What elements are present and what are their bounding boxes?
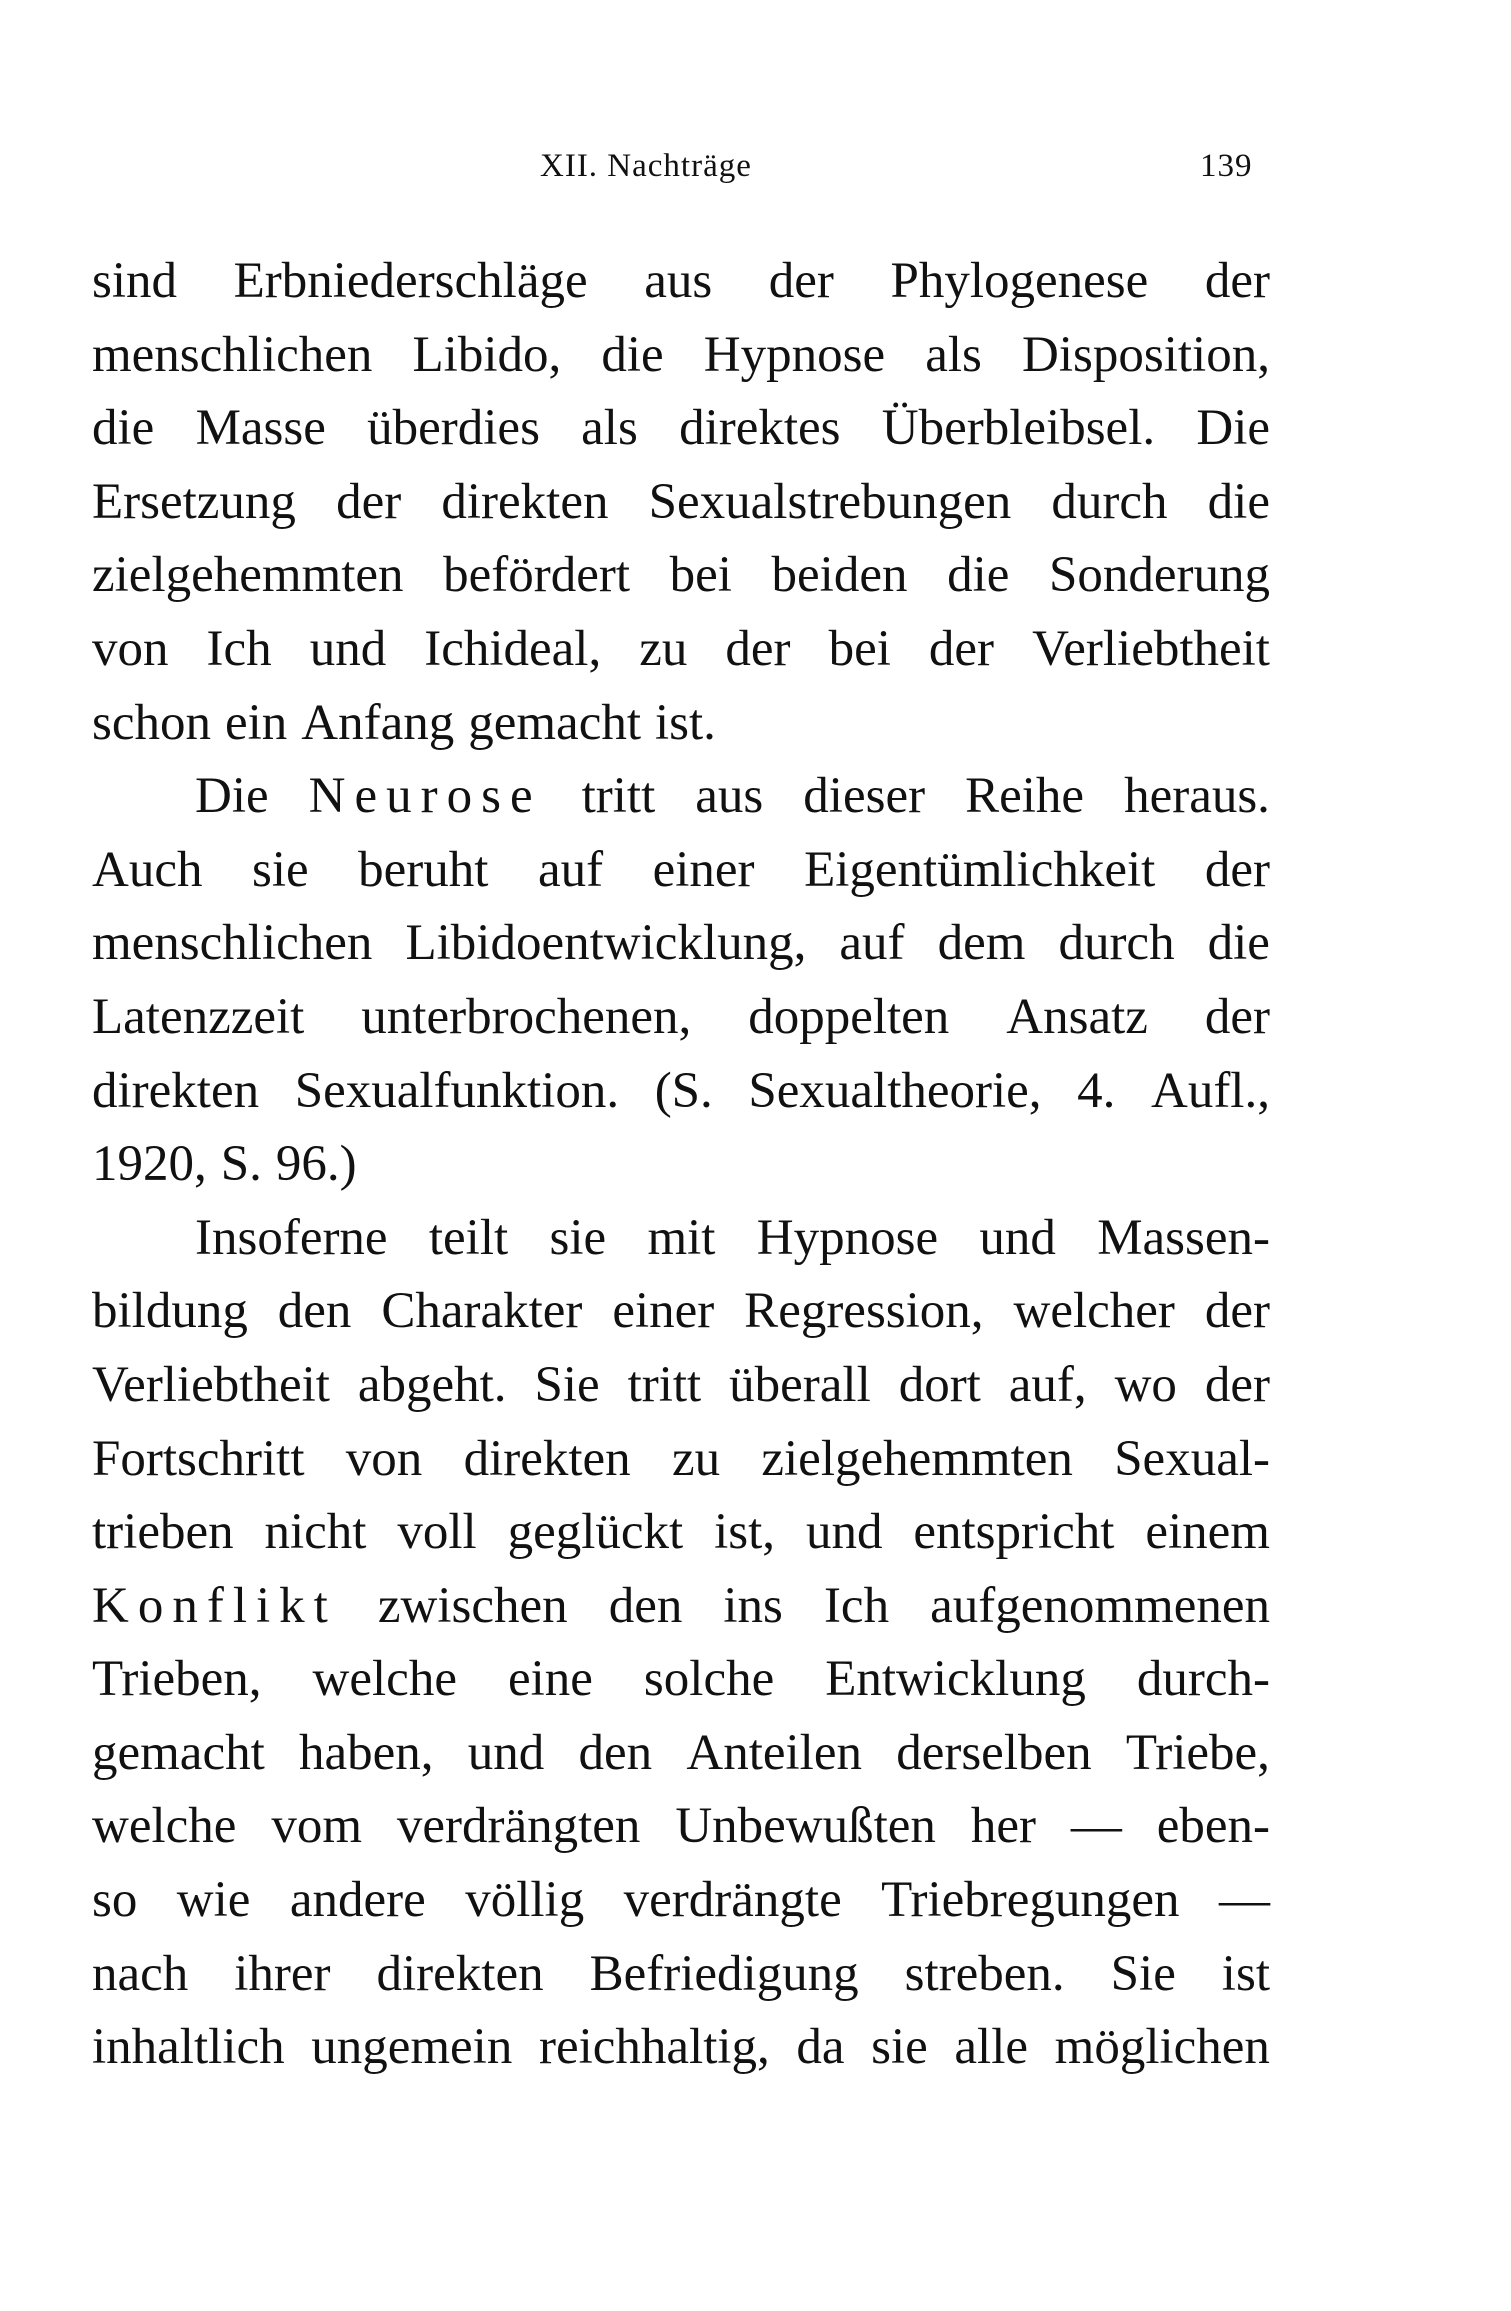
emphasized-word: Neurose xyxy=(308,768,542,825)
text-line-20 xyxy=(92,1643,1270,1717)
word: streben. xyxy=(904,1945,1065,2002)
word: — xyxy=(1070,1798,1122,1855)
word: Libidoentwicklung, xyxy=(405,915,807,972)
word: direkten xyxy=(441,473,609,530)
word: Befriedigung xyxy=(589,1945,859,2002)
text-line-10 xyxy=(92,907,1270,981)
word: Aufl., xyxy=(1150,1062,1270,1119)
word: beiden xyxy=(771,547,908,604)
word: Hypnose xyxy=(703,326,886,383)
word: direkten xyxy=(463,1430,631,1487)
word: dort xyxy=(898,1356,981,1413)
word: Masse xyxy=(195,400,326,457)
word: Ich xyxy=(206,620,272,677)
word: Latenzzeit xyxy=(92,988,305,1045)
word: derselben xyxy=(896,1724,1092,1781)
word: den xyxy=(277,1283,352,1340)
word: trieben xyxy=(92,1504,234,1561)
text-line-6 xyxy=(92,613,1270,687)
word: verdrängten xyxy=(396,1798,641,1855)
word: aufgenommenen xyxy=(930,1577,1270,1634)
word: überall xyxy=(729,1356,871,1413)
word: der xyxy=(768,253,834,309)
word: überdies xyxy=(367,400,540,457)
word: Die xyxy=(195,768,269,825)
word: Die xyxy=(1196,400,1270,457)
word: auf xyxy=(839,915,905,972)
word: beruht xyxy=(358,841,489,898)
word: bei xyxy=(828,620,891,677)
text-line-16 xyxy=(92,1349,1270,1423)
word: gemacht xyxy=(92,1724,265,1781)
word: Fortschritt xyxy=(92,1430,305,1487)
word: der xyxy=(1204,1356,1270,1413)
word: durch- xyxy=(1136,1651,1270,1708)
text-line-4 xyxy=(92,466,1270,540)
word: ihrer xyxy=(234,1945,331,2002)
emphasized-word: Konflikt xyxy=(92,1577,337,1634)
text-line-1 xyxy=(92,245,1270,319)
word: den xyxy=(608,1577,683,1634)
word: Disposition, xyxy=(1022,326,1270,383)
word: möglichen xyxy=(1054,2019,1270,2076)
word: andere xyxy=(289,1872,426,1929)
word: einem xyxy=(1145,1504,1270,1561)
text-line-17 xyxy=(92,1423,1270,1497)
word: der xyxy=(928,620,995,677)
chapter-title: XII. Nachträge xyxy=(540,148,752,184)
word: Sie xyxy=(534,1356,600,1413)
word: reichhaltig, xyxy=(538,2019,770,2076)
word: gemacht xyxy=(468,694,641,751)
word: Triebregungen xyxy=(881,1872,1180,1929)
word: die xyxy=(601,326,664,383)
word: da xyxy=(796,2019,845,2076)
word: ins xyxy=(723,1577,783,1634)
word: doppelten xyxy=(748,988,950,1045)
word: der xyxy=(336,473,402,530)
text-line-25 xyxy=(92,2011,1270,2085)
word: auf xyxy=(537,841,604,898)
word: nach xyxy=(92,1945,189,2002)
word: direkten xyxy=(376,1945,544,2002)
word: bei xyxy=(669,547,732,604)
word: Entwicklung xyxy=(825,1651,1086,1708)
word: sie xyxy=(251,841,309,898)
word: die xyxy=(947,547,1010,604)
word: heraus. xyxy=(1124,768,1270,825)
word: Verliebtheit xyxy=(1032,620,1270,677)
word: die xyxy=(92,400,155,457)
word: befördert xyxy=(443,547,631,604)
word: Sexual- xyxy=(1114,1430,1270,1487)
word: S. xyxy=(220,1136,262,1193)
word: dem xyxy=(937,915,1026,972)
running-head xyxy=(0,148,1511,188)
word: 1920, xyxy=(92,1136,207,1193)
word: schon xyxy=(92,694,211,751)
word: der xyxy=(1204,841,1270,898)
word: mit xyxy=(647,1209,716,1266)
word: tritt xyxy=(627,1356,702,1413)
word: Triebe, xyxy=(1125,1724,1270,1781)
text-line-22 xyxy=(92,1790,1270,1864)
word: Eigentümlichkeit xyxy=(804,841,1156,898)
word: der xyxy=(725,620,791,677)
word: Anfang xyxy=(301,694,455,751)
text-line-3 xyxy=(92,392,1270,466)
word: Insoferne xyxy=(195,1209,388,1266)
word: Sexualfunktion. xyxy=(294,1062,620,1119)
word: der xyxy=(1204,1283,1270,1340)
word: welche xyxy=(312,1651,457,1708)
word: ist. xyxy=(655,694,716,751)
word: Unbewußten xyxy=(675,1798,936,1855)
word: Überbleibsel. xyxy=(881,400,1156,457)
word: Massen- xyxy=(1097,1209,1270,1266)
body-text xyxy=(92,245,1270,2085)
word: Reihe xyxy=(965,768,1085,825)
word: zu xyxy=(671,1430,721,1487)
text-line-14 xyxy=(92,1202,1270,1276)
text-line-15 xyxy=(92,1275,1270,1349)
word: sind xyxy=(92,253,178,309)
word: zu xyxy=(639,620,688,677)
word: von xyxy=(345,1430,423,1487)
word: Sonderung xyxy=(1048,547,1270,604)
word: Anteilen xyxy=(686,1724,862,1781)
word: völlig xyxy=(465,1872,585,1929)
word: und xyxy=(467,1724,545,1781)
word: eine xyxy=(507,1651,593,1708)
word: zielgehemmten xyxy=(761,1430,1073,1487)
word: die xyxy=(1207,473,1270,530)
word: welcher xyxy=(1013,1283,1175,1340)
word: alle xyxy=(954,2019,1029,2076)
word: als xyxy=(925,326,982,383)
word: die xyxy=(1207,915,1270,972)
text-line-24 xyxy=(92,1938,1270,2012)
word: Libido, xyxy=(412,326,562,383)
word: ist xyxy=(1221,1945,1270,2002)
word: vom xyxy=(271,1798,362,1855)
word: sie xyxy=(549,1209,607,1266)
word: einer xyxy=(652,841,755,898)
word: aus xyxy=(695,768,764,825)
word: von xyxy=(92,620,169,677)
word: durch xyxy=(1058,915,1175,972)
word: voll xyxy=(397,1504,477,1561)
text-line-8 xyxy=(92,760,1270,834)
word: verdrängte xyxy=(623,1872,842,1929)
word: zwischen xyxy=(377,1577,568,1634)
word: abgeht. xyxy=(357,1356,507,1413)
word: der xyxy=(1204,988,1270,1045)
word: menschlichen xyxy=(92,915,373,972)
word: Ansatz xyxy=(1006,988,1148,1045)
text-line-11 xyxy=(92,981,1270,1055)
text-line-2 xyxy=(92,319,1270,393)
word: Ichideal, xyxy=(424,620,602,677)
word: Sie xyxy=(1110,1945,1176,2002)
word: inhaltlich xyxy=(92,2019,285,2076)
word: eben- xyxy=(1156,1798,1270,1855)
word: durch xyxy=(1051,473,1168,530)
word: Ersetzung xyxy=(92,473,296,530)
word: (S. xyxy=(654,1062,713,1119)
text-line-12 xyxy=(92,1055,1270,1129)
text-line-19 xyxy=(92,1570,1270,1644)
word: haben, xyxy=(298,1724,434,1781)
word: direktes xyxy=(679,400,841,457)
text-line-7 xyxy=(92,687,1270,761)
word: menschlichen xyxy=(92,326,373,383)
word: und xyxy=(309,620,387,677)
word: und xyxy=(979,1209,1056,1266)
word: aus xyxy=(644,253,713,309)
word: Verliebtheit xyxy=(92,1356,330,1413)
word: teilt xyxy=(428,1209,509,1266)
word: unterbrochenen, xyxy=(361,988,692,1045)
word: welche xyxy=(92,1798,237,1855)
word: auf, xyxy=(1008,1356,1087,1413)
word: Hypnose xyxy=(756,1209,939,1266)
word: 96.) xyxy=(275,1136,357,1193)
word: solche xyxy=(643,1651,775,1708)
word: und xyxy=(805,1504,883,1561)
text-line-9 xyxy=(92,834,1270,908)
word: einer xyxy=(612,1283,715,1340)
text-line-18 xyxy=(92,1496,1270,1570)
text-line-21 xyxy=(92,1717,1270,1791)
word: Sexualstrebungen xyxy=(648,473,1012,530)
word: ungemein xyxy=(311,2019,513,2076)
word: Charakter xyxy=(381,1283,583,1340)
word: Sexualtheorie, xyxy=(748,1062,1042,1119)
word: wo xyxy=(1114,1356,1177,1413)
word: Phylogenese xyxy=(890,253,1149,309)
word: bildung xyxy=(92,1283,248,1340)
word: ein xyxy=(224,694,288,751)
word: Erbniederschläge xyxy=(233,253,588,309)
word: direkten xyxy=(92,1062,260,1119)
word: 4. xyxy=(1077,1062,1116,1119)
word: tritt xyxy=(581,768,656,825)
word: Trieben, xyxy=(92,1651,262,1708)
word: geglückt xyxy=(507,1504,684,1561)
word: zielgehemmten xyxy=(92,547,404,604)
word: her xyxy=(970,1798,1036,1855)
word: dieser xyxy=(803,768,926,825)
word: Ich xyxy=(823,1577,890,1634)
page-number: 139 xyxy=(1200,148,1253,184)
word: nicht xyxy=(264,1504,367,1561)
word: der xyxy=(1204,253,1270,309)
word: — xyxy=(1219,1872,1270,1929)
word: als xyxy=(581,400,638,457)
word: Auch xyxy=(92,841,203,898)
word: wie xyxy=(176,1872,251,1929)
word: entspricht xyxy=(913,1504,1115,1561)
text-line-5 xyxy=(92,539,1270,613)
word: ist, xyxy=(714,1504,776,1561)
text-line-23 xyxy=(92,1864,1270,1938)
word: sie xyxy=(871,2019,928,2076)
text-line-13 xyxy=(92,1128,1270,1202)
word: den xyxy=(578,1724,653,1781)
word: so xyxy=(92,1872,138,1929)
word: Regression, xyxy=(744,1283,984,1340)
